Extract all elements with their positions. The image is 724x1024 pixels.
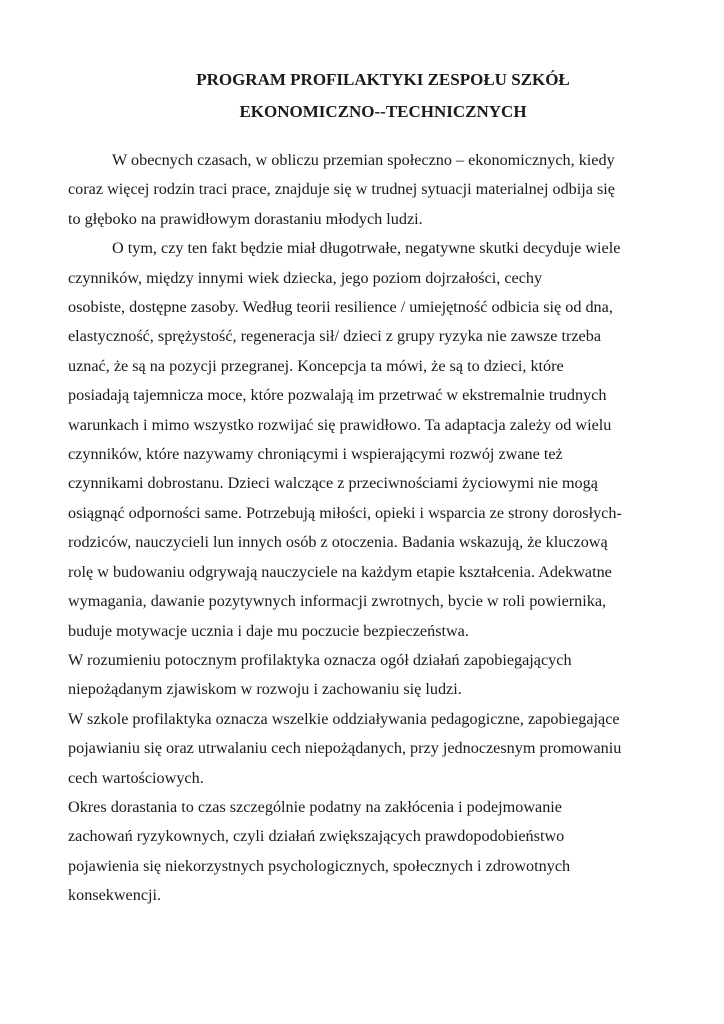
text-line: W rozumieniu potocznym profilaktyka oznacza ogół działań zapobiegających: [68, 650, 572, 669]
text-line: Okres dorastania to czas szczególnie podatny na zakłócenia i podejmowanie: [68, 797, 562, 816]
text-line: czynników, między innymi wiek dziecka, jego poziom dojrzałości, cechy: [68, 268, 543, 287]
paragraph: [68, 646, 658, 705]
text-line: osobiste, dostępne zasoby. Według teorii resilience / umiejętność odbicia się od dna,: [68, 298, 613, 317]
text-line: zachowań ryzykownych, czyli działań zwiększających prawdopodobieństwo: [68, 827, 565, 846]
text-line: czynnikami dobrostanu. Dzieci walczące z przeciwnościami życiowymi nie mogą: [68, 474, 598, 493]
text-line: W szkole profilaktyka oznacza wszelkie oddziaływania pedagogiczne, zapobiegające: [68, 709, 620, 728]
text-line: czynników, które nazywamy chroniącymi i wspierającymi rozwój zwane też: [68, 445, 563, 464]
text-line: rodziców, nauczycieli lun innych osób z otoczenia. Badania wskazują, że kluczową: [68, 533, 608, 552]
paragraph: [68, 146, 658, 234]
document-title: [168, 64, 598, 128]
title-line-2: EKONOMICZNO--TECHNICZNYCH: [239, 102, 527, 121]
text-line: warunkach i mimo wszystko rozwijać się prawidłowo. Ta adaptacja zależy od wielu: [68, 415, 612, 434]
text-line: coraz więcej rodzin traci prace, znajduje się w trudnej sytuacji materialnej odbija się: [68, 180, 615, 199]
text-line: niepożądanym zjawiskom w rozwoju i zachowaniu się ludzi.: [68, 680, 462, 699]
paragraph: [68, 234, 658, 646]
text-line: elastyczność, sprężystość, regeneracja sił/ dzieci z grupy ryzyka nie zawsze trzeba: [68, 327, 602, 346]
text-line: to głęboko na prawidłowym dorastaniu młodych ludzi.: [68, 209, 423, 228]
document-body: [68, 146, 658, 911]
text-line: buduje motywacje ucznia i daje mu poczucie bezpieczeństwa.: [68, 621, 469, 640]
title-line-1: PROGRAM PROFILAKTYKI ZESPOŁU SZKÓŁ: [196, 70, 570, 89]
text-line: posiadają tajemnicza moce, które pozwalają im przetrwać w ekstremalnie trudnych: [68, 386, 607, 405]
paragraph: [68, 705, 658, 793]
text-line: uznać, że są na pozycji przegranej. Koncepcja ta mówi, że są to dzieci, które: [68, 356, 564, 375]
document-page: [68, 64, 658, 911]
paragraph: [68, 793, 658, 911]
text-line: konsekwencji.: [68, 886, 162, 905]
text-line: osiągnąć odporności same. Potrzebują miłości, opieki i wsparcia ze strony dorosłych-: [68, 503, 622, 522]
text-line: pojawienia się niekorzystnych psychologicznych, społecznych i zdrowotnych: [68, 856, 571, 875]
text-line: cech wartościowych.: [68, 768, 204, 787]
text-line: W obecnych czasach, w obliczu przemian społeczno – ekonomicznych, kiedy: [112, 151, 615, 169]
text-line: pojawianiu się oraz utrwalaniu cech niepożądanych, przy jednoczesnym promowaniu: [68, 739, 622, 758]
text-line: rolę w budowaniu odgrywają nauczyciele na każdym etapie kształcenia. Adekwatne: [68, 562, 612, 581]
text-line: wymagania, dawanie pozytywnych informacji zwrotnych, bycie w roli powiernika,: [68, 592, 607, 611]
text-line: O tym, czy ten fakt będzie miał długotrwałe, negatywne skutki decyduje wiele: [112, 239, 621, 258]
